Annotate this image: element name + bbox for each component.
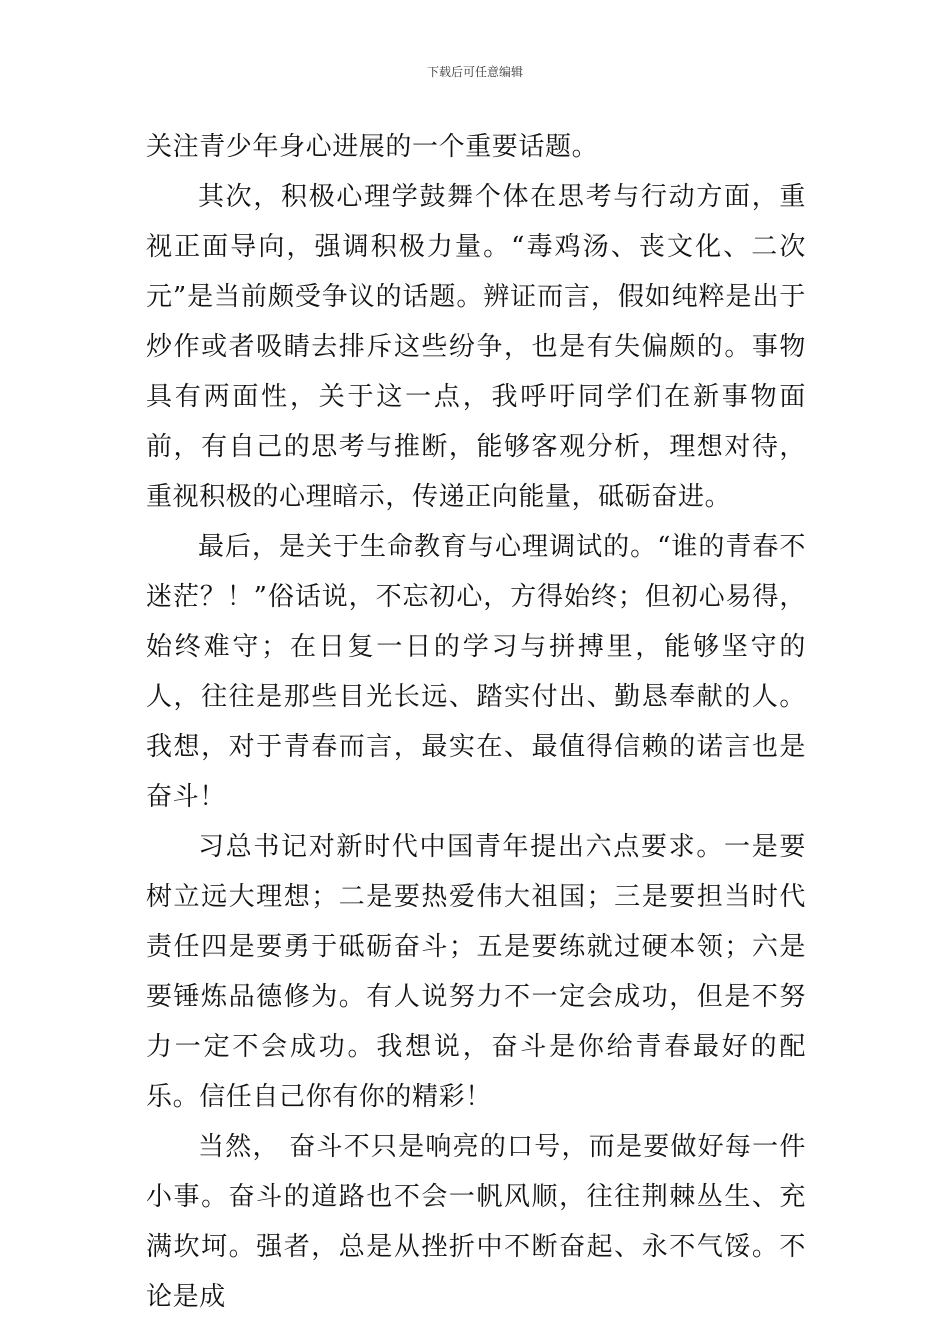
paragraph-striving: 当然， 奋斗不只是响亮的口号，而是要做好每一件小事。奋斗的道路也不会一帆风顺，往往荆棘丛生、充满坎坷。强者，总是从挫折中不断奋起、永不气馁。不论是成 bbox=[146, 1132, 806, 1312]
page-header: 下载后可任意编辑 bbox=[426, 65, 523, 79]
paragraph-continuation: 关注青少年身心进展的一个重要话题。 bbox=[146, 132, 599, 162]
paragraph-life-education: 最后，是关于生命教育与心理调试的。“谁的青春不迷茫？！”俗话说，不忘初心，方得始终；但初心易得，始终难守；在日复一日的学习与拼搏里，能够坚守的人，往往是那些目光长远、踏实付出、勤恳奉献的人。我想，对于青春而言，最实在、最值得信赖的诺言也是奋斗！ bbox=[146, 532, 806, 812]
paragraph-positive-psychology: 其次，积极心理学鼓舞个体在思考与行动方面，重视正面导向，强调积极力量。“毒鸡汤、丧文化、二次元”是当前颇受争议的话题。辨证而言，假如纯粹是出于炒作或者吸睛去排斥这些纷争，也是有失偏颇的。事物具有两面性，关于这一点，我呼吁同学们在新事物面前，有自己的思考与推断，能够客观分析，理想对待，重视积极的心理暗示，传递正向能量，砥砺奋进。 bbox=[146, 182, 806, 512]
paragraph-six-requirements: 习总书记对新时代中国青年提出六点要求。一是要树立远大理想；二是要热爱伟大祖国；三是要担当时代责任四是要勇于砥砺奋斗；五是要练就过硬本领；六是要锤炼品德修为。有人说努力不一定会成功，但是不努力一定不会成功。我想说，奋斗是你给青春最好的配乐。信任自己你有你的精彩！ bbox=[146, 832, 806, 1112]
document-body bbox=[146, 122, 806, 1322]
